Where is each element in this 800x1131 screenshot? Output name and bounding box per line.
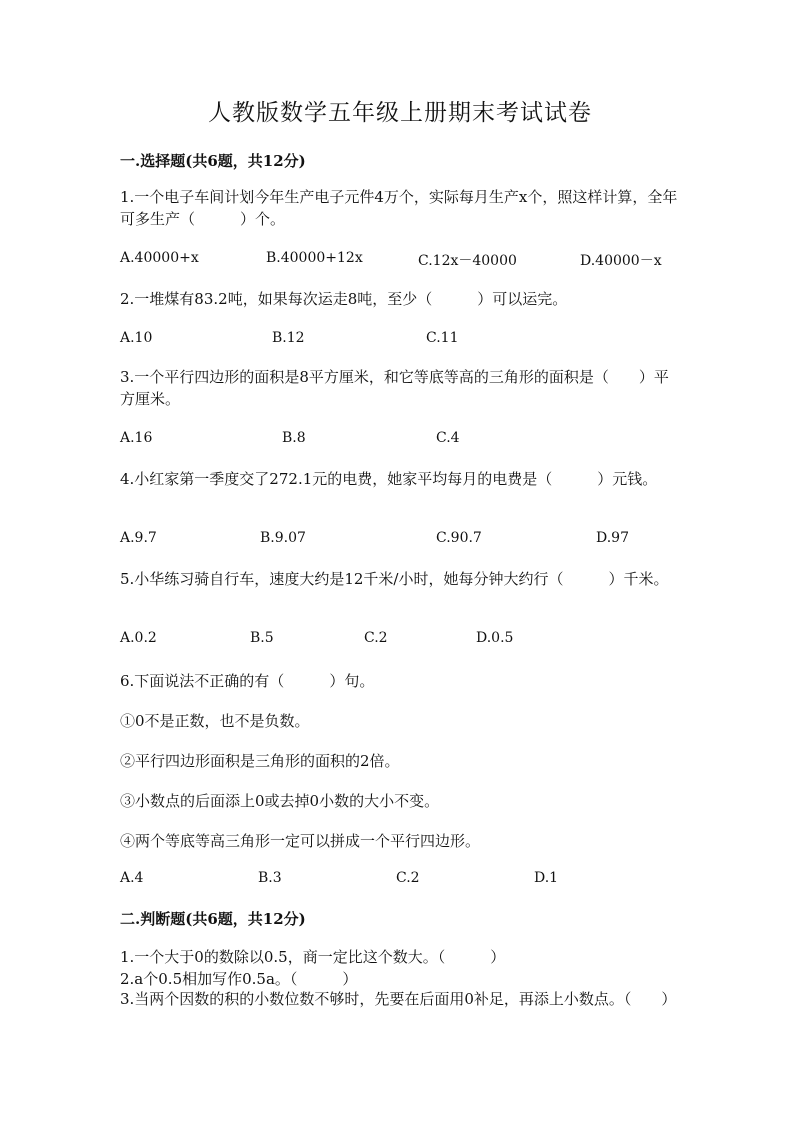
question-3: 3.一个平行四边形的面积是8平方厘米，和它等底等高的三角形的面积是（ ）平方厘米。: [120, 368, 669, 408]
question-5: 5.小华练习骑自行车，速度大约是12千米/小时，她每分钟大约行（ ）千米。: [120, 570, 669, 588]
q4-option-a: A.9.7: [120, 530, 157, 546]
section-1-heading: 一.选择题(共6题，共12分): [120, 152, 306, 170]
q1-option-c: C.12x－40000: [418, 253, 517, 269]
q6-statement-2: ②平行四边形面积是三角形的面积的2倍。: [120, 752, 400, 770]
q6-option-b: B.3: [258, 870, 282, 886]
q2-option-a: A.10: [120, 330, 153, 346]
q3-option-a: A.16: [120, 430, 153, 446]
question-2: 2.一堆煤有83.2吨，如果每次运走8吨，至少（ ）可以运完。: [120, 290, 568, 308]
q2-option-b: B.12: [272, 330, 305, 346]
q5-option-d: D.0.5: [476, 630, 514, 646]
page-title: 人教版数学五年级上册期末考试试卷: [208, 100, 592, 126]
q4-option-b: B.9.07: [260, 530, 306, 546]
question-6: 6.下面说法不正确的有（ ）句。: [120, 672, 375, 690]
q5-option-a: A.0.2: [120, 630, 157, 646]
q3-option-c: C.4: [436, 430, 460, 446]
q2-option-c: C.11: [426, 330, 459, 346]
q1-option-d: D.40000－x: [580, 253, 662, 269]
q6-statement-1: ①0不是正数，也不是负数。: [120, 712, 310, 730]
q3-option-b: B.8: [282, 430, 306, 446]
q1-option-a: A.40000+x: [120, 250, 199, 266]
q6-option-c: C.2: [396, 870, 420, 886]
q4-option-d: D.97: [596, 530, 629, 546]
q5-option-b: B.5: [250, 630, 274, 646]
judge-question-1: 1.一个大于0的数除以0.5，商一定比这个数大。（ ）: [120, 948, 506, 966]
q6-option-a: A.4: [120, 870, 144, 886]
judge-question-3: 3.当两个因数的积的小数位数不够时，先要在后面用0补足，再添上小数点。（ ）: [120, 990, 677, 1008]
question-1: 1.一个电子车间计划今年生产电子元件4万个，实际每月生产x个，照这样计算，全年可多生产（ ）个。: [120, 188, 678, 228]
q6-statement-4: ④两个等底等高三角形一定可以拼成一个平行四边形。: [120, 832, 481, 850]
q6-statement-3: ③小数点的后面添上0或去掉0小数的大小不变。: [120, 792, 440, 810]
q1-option-b: B.40000+12x: [266, 250, 363, 266]
section-2-heading: 二.判断题(共6题，共12分): [120, 910, 306, 928]
q4-option-c: C.90.7: [436, 530, 482, 546]
judge-question-2: 2.a个0.5相加写作0.5a。（ ）: [120, 970, 358, 988]
question-4: 4.小红家第一季度交了272.1元的电费，她家平均每月的电费是（ ）元钱。: [120, 470, 658, 488]
q6-option-d: D.1: [534, 870, 559, 886]
q5-option-c: C.2: [364, 630, 388, 646]
